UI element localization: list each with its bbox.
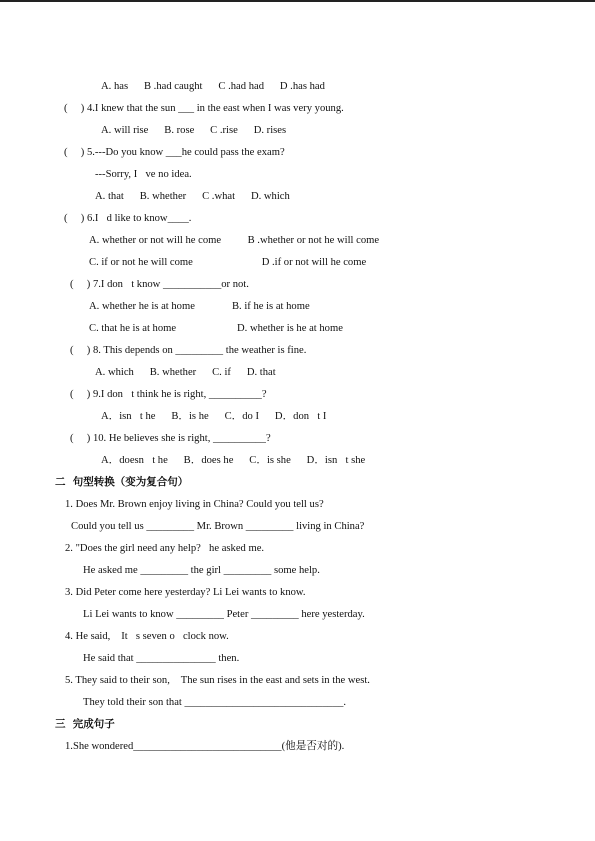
s2-item-3-answer: Li Lei wants to know _________ Peter _________ here yesterday. (83, 609, 365, 620)
s2-item-2: 2. "Does the girl need any help? he asked me. (65, 543, 265, 554)
question-5: ( ) 5.---Do you know ___he could pass the exam? (64, 147, 285, 158)
q3-options: A. has B .had caught C .had had D .has had (101, 81, 325, 92)
question-4: ( ) 4.I knew that the sun ___ in the east when I was very young. (64, 103, 344, 114)
question-8: ( ) 8. This depends on _________ the weather is fine. (70, 345, 307, 356)
s3-item-1: 1.She wondered____________________________(他是否对的). (65, 741, 345, 752)
question-10: ( ) 10. He believes she is right, __________? (70, 433, 271, 444)
q9-options: A．isn t he B．is he C．do I D．don t I (101, 411, 327, 422)
question-6: ( ) 6.I d like to know____. (64, 213, 192, 224)
s2-item-1-answer: Could you tell us _________ Mr. Brown _________ living in China? (71, 521, 365, 532)
s2-item-3: 3. Did Peter come here yesterday? Li Lei wants to know. (65, 587, 306, 598)
q10-options: A．doesn t he B．does he C．is she D．isn t she (101, 455, 366, 466)
s2-item-2-answer: He asked me _________ the girl _________ some help. (83, 565, 320, 576)
q6-options-cd: C. if or not he will come D .if or not will he come (89, 257, 367, 268)
q4-options: A. will rise B. rose C .rise D. rises (101, 125, 287, 136)
s2-item-5-answer: They told their son that ______________________________. (83, 697, 347, 708)
section-2-title: 二 句型转换（变为复合句） (55, 476, 189, 488)
s2-item-5: 5. They said to their son,  The sun rises in the east and sets in the west. (65, 675, 370, 686)
q6-options-ab: A. whether or not will he come B .whether or not he will come (89, 235, 380, 246)
q5-reply: ---Sorry, I ve no idea. (95, 169, 192, 180)
s2-item-4: 4. He said,  It s seven o clock now.  (65, 631, 238, 642)
q7-options-cd: C. that he is at home D. whether is he at home (89, 323, 343, 334)
q5-options: A. that B. whether C .what D. which (95, 191, 290, 202)
q8-options: A. which B. whether C. if D. that (95, 367, 276, 378)
top-border-line (0, 0, 595, 2)
question-9: ( ) 9.I don t think he is right, __________? (70, 389, 267, 400)
question-7: ( ) 7.I don t know ___________or not. (70, 279, 249, 290)
s2-item-1: 1. Does Mr. Brown enjoy living in China? Could you tell us? (65, 499, 324, 510)
q7-options-ab: A. whether he is at home B. if he is at home (89, 301, 310, 312)
section-3-title: 三 完成句子 (55, 718, 115, 730)
s2-item-4-answer: He said that _______________ then. (83, 653, 240, 664)
